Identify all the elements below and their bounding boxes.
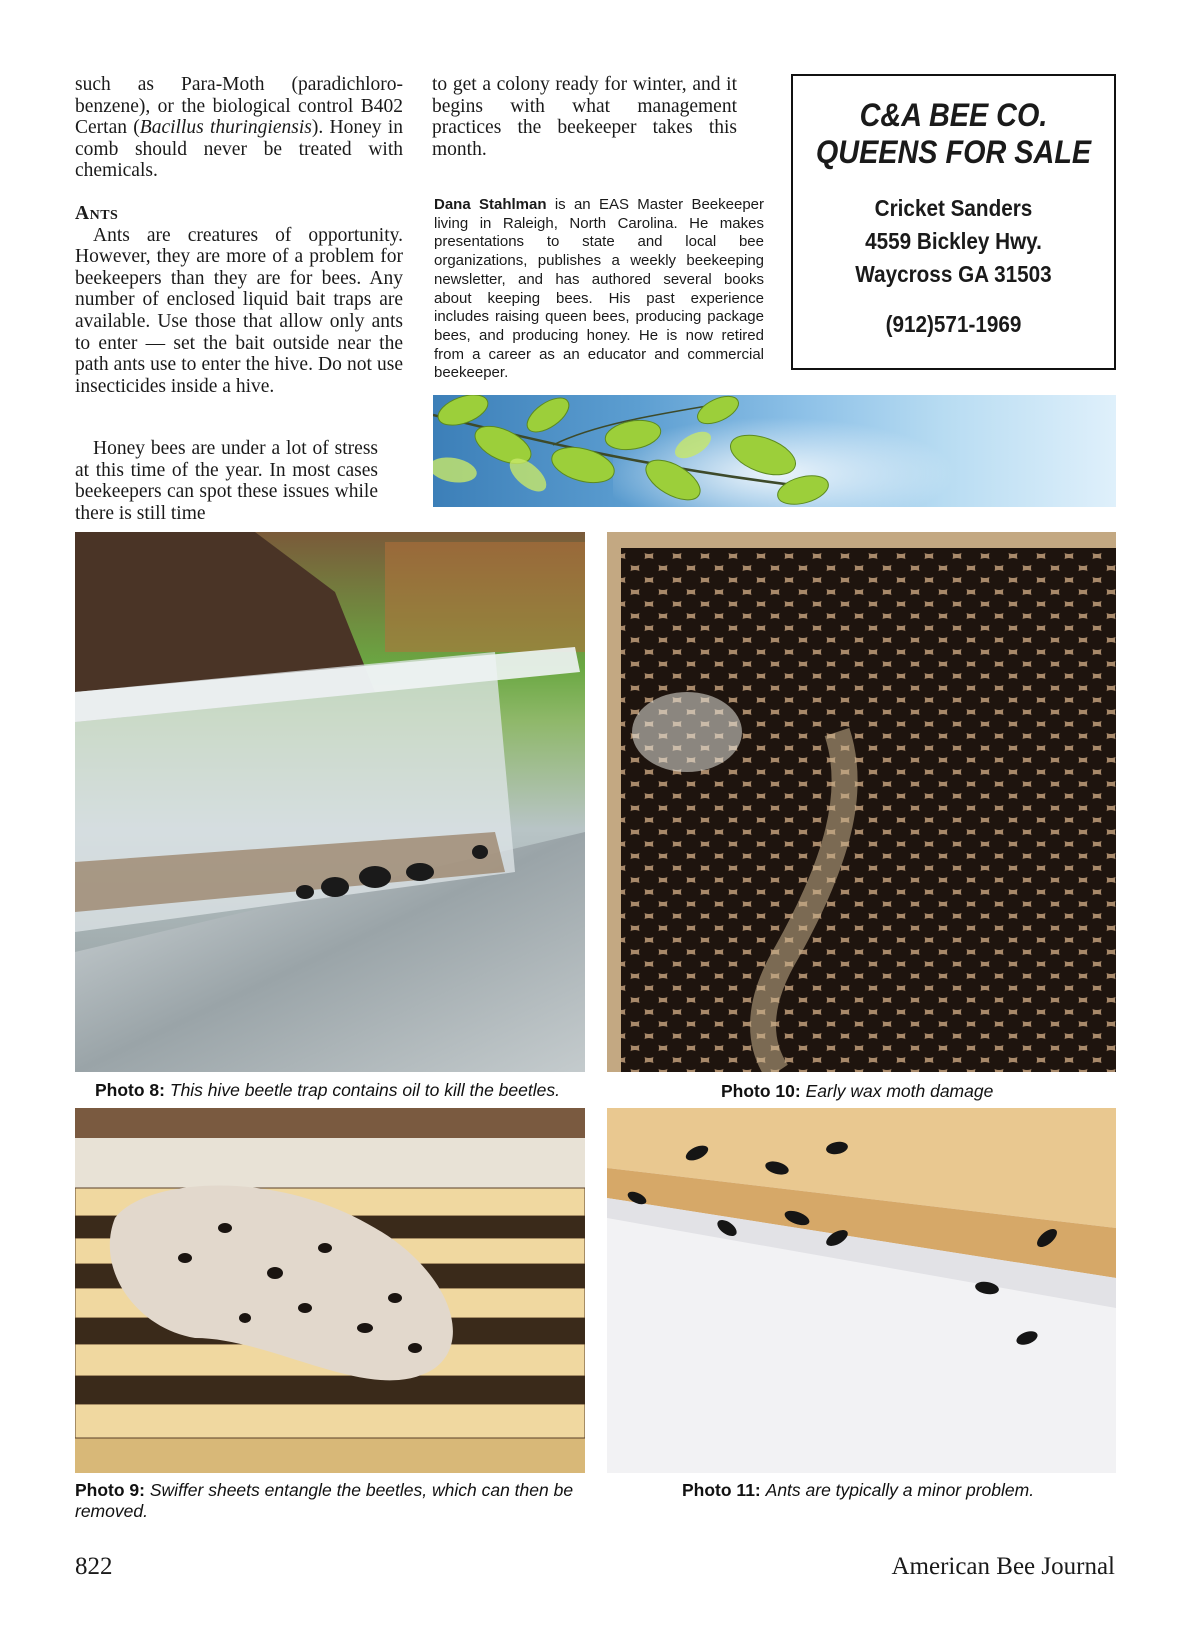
photo-10-wax-moth-damage xyxy=(607,532,1116,1072)
article-column-left xyxy=(75,74,403,397)
photo-11-ants xyxy=(607,1108,1116,1473)
intro-text-italic: Bacillus thuringiensis xyxy=(139,117,312,139)
leaves-banner-image xyxy=(433,395,1116,507)
intro-text-post: ). Honey in comb should never be treated with chemicals. xyxy=(75,117,403,182)
leaves-illustration xyxy=(433,395,1116,507)
ad-contact-name: Cricket Sanders xyxy=(874,195,1033,221)
page-number: 822 xyxy=(75,1553,113,1580)
intro-text-pre: such as Para-Moth (paradichloro-benzene), or the biological control B402 Certan ( xyxy=(75,74,403,139)
beetle-trap-image xyxy=(75,532,585,1072)
ants-on-frame-image xyxy=(607,1108,1116,1473)
photo-8-beetle-trap xyxy=(75,532,585,1072)
photo-11-caption xyxy=(682,1480,1102,1501)
ad-city: Waycross GA 31503 xyxy=(855,261,1052,287)
photo-10-label: Photo 10: xyxy=(721,1081,801,1101)
photo-8-caption xyxy=(95,1080,595,1101)
photo-9-swiffer-sheets xyxy=(75,1108,585,1473)
ants-paragraph: Ants are creatures of opportunity. However, they are more of a problem for beekeepers than they are for bees. Any number of enclosed liquid bait traps are available. Use those that allow only ants to enter — set the bait outside near the path ants use to enter the hive. Do not use insecticides inside a hive. xyxy=(75,224,403,397)
photo-11-label: Photo 11: xyxy=(682,1480,761,1500)
article-column-left-bottom xyxy=(75,438,378,524)
honeycomb-image xyxy=(607,532,1116,1072)
journal-name: American Bee Journal xyxy=(891,1553,1115,1580)
ad-phone: (912)571-1969 xyxy=(885,311,1022,337)
photo-8-label: Photo 8: xyxy=(95,1080,165,1100)
ad-tagline: QUEENS FOR SALE xyxy=(815,134,1092,170)
photo-11-caption-text: Ants are typically a minor problem. xyxy=(765,1480,1035,1500)
photo-8-caption-text: This hive beetle trap contains oil to kill the beetles. xyxy=(169,1080,560,1100)
ad-company-name: C&A BEE CO. xyxy=(859,97,1048,133)
swiffer-frames-image xyxy=(75,1108,585,1473)
advertisement-box xyxy=(791,74,1116,370)
photo-9-caption-text: Swiffer sheets entangle the beetles, which can then be removed. xyxy=(75,1480,574,1521)
continuation-paragraph: to get a colony ready for winter, and it begins with what management practices the beekeeper takes this month. xyxy=(432,74,737,160)
ants-heading: Ants xyxy=(75,202,119,224)
photo-9-label: Photo 9: xyxy=(75,1480,145,1500)
article-column-middle xyxy=(432,74,737,160)
ad-street: 4559 Bickley Hwy. xyxy=(865,228,1042,254)
author-name: Dana Stahlman xyxy=(434,196,547,213)
author-bio-text: is an EAS Master Beekeeper living in Raleigh, North Carolina. He makes presentations to state and local bee organizations, publishes a weekly beekeeping newsletter, and has authored several books about keeping bees. His past experience includes raising queen bees, producing package bees, and producing honey. He is now retired from a career as an educator and commercial beekeeper. xyxy=(434,196,764,382)
intro-paragraph xyxy=(75,74,403,182)
photo-10-caption-text: Early wax moth damage xyxy=(805,1081,994,1101)
stress-paragraph: Honey bees are under a lot of stress at this time of the year. In most cases beekeepers can spot these issues while there is still time xyxy=(75,438,378,524)
author-bio xyxy=(434,196,764,383)
photo-9-caption xyxy=(75,1480,605,1522)
photo-10-caption xyxy=(721,1081,1101,1102)
